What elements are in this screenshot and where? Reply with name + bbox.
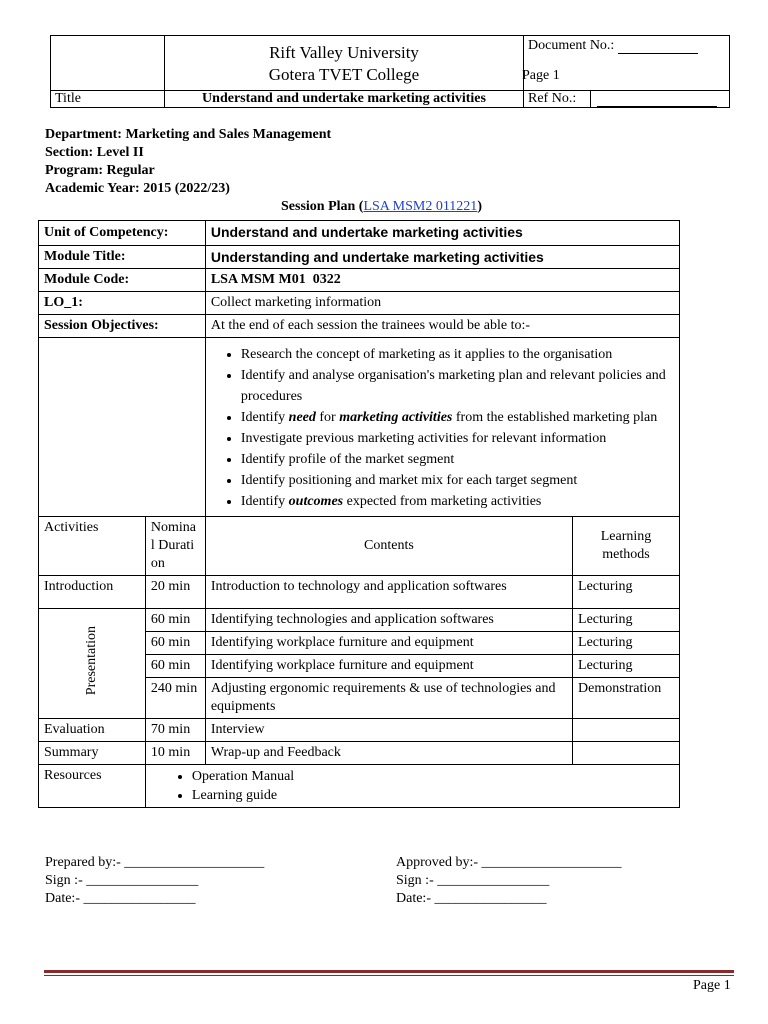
resource-item: • Learning guide xyxy=(192,786,674,805)
document-no-label: Document No.: xyxy=(528,38,615,53)
college-name: Gotera TVET College xyxy=(268,65,420,84)
summary-activity: Summary xyxy=(39,742,146,765)
p1-method: Lecturing xyxy=(573,609,680,632)
eval-activity: Evaluation xyxy=(39,719,146,742)
logo-cell xyxy=(51,36,165,91)
resources-label: Resources xyxy=(39,765,146,808)
lo-value: Collect marketing information xyxy=(205,292,679,315)
intro-activity: Introduction xyxy=(39,576,146,609)
title-label: Title xyxy=(51,91,165,108)
footer-rule-thin xyxy=(44,975,734,976)
summary-content: Wrap-up and Feedback xyxy=(205,742,572,765)
p1-duration: 60 min xyxy=(145,609,205,632)
footer-rule-thick xyxy=(44,970,734,973)
session-plan-link[interactable]: LSA MSM2 011221 xyxy=(363,199,478,214)
module-title-label: Module Title: xyxy=(39,246,206,269)
summary-duration: 10 min xyxy=(145,742,205,765)
objectives-blank-cell xyxy=(39,338,206,517)
module-code-value: LSA MSM M01 0322 xyxy=(205,269,679,292)
summary-method xyxy=(573,742,680,765)
presentation-cell xyxy=(39,609,146,719)
eval-duration: 70 min xyxy=(145,719,205,742)
date-left: Date:- ________________ xyxy=(45,891,196,906)
session-plan-heading: Session Plan (LSA MSM2 011221) xyxy=(281,199,482,214)
resources-cell xyxy=(145,765,679,808)
intro-duration: 20 min xyxy=(145,576,205,609)
p2-method: Lecturing xyxy=(573,632,680,655)
prepared-by: Prepared by:- ____________________ xyxy=(45,855,265,870)
intro-content: Introduction to technology and application softwares xyxy=(205,576,572,609)
col-activities: Activities xyxy=(39,517,146,576)
objectives-intro: At the end of each session the trainees would be able to:- xyxy=(205,315,679,338)
resources-list xyxy=(146,767,674,805)
p4-duration: 240 min xyxy=(145,678,205,719)
date-right: Date:- ________________ xyxy=(396,891,547,906)
p3-duration: 60 min xyxy=(145,655,205,678)
objective-item: • Identify profile of the market segment xyxy=(241,449,674,470)
module-code-label: Module Code: xyxy=(39,269,206,292)
objective-item: • Identify outcomes expected from marketing activities xyxy=(241,491,674,512)
page-label: Page 1 xyxy=(522,68,560,83)
footer-page: Page 1 xyxy=(693,978,731,993)
p2-duration: 60 min xyxy=(145,632,205,655)
lo-label: LO_1: xyxy=(39,292,206,315)
resource-item: • Operation Manual xyxy=(192,767,674,786)
objective-item: • Identify and analyse organisation's marketing plan and relevant policies and procedures xyxy=(241,365,674,407)
document-no-cell xyxy=(524,36,730,91)
objective-item: • Investigate previous marketing activities for relevant information xyxy=(241,428,674,449)
p2-content: Identifying workplace furniture and equipment xyxy=(205,632,572,655)
objective-item: • Identify need for marketing activities from the established marketing plan xyxy=(241,407,674,428)
col-duration: Nominal Duration xyxy=(145,517,205,576)
module-title-value: Understanding and undertake marketing activities xyxy=(205,246,679,269)
p4-content: Adjusting ergonomic requirements & use of technologies and equipments xyxy=(205,678,572,719)
eval-content: Interview xyxy=(205,719,572,742)
section: Section: Level II xyxy=(45,145,144,160)
col-methods: Learning methods xyxy=(573,517,680,576)
eval-method xyxy=(573,719,680,742)
col-contents: Contents xyxy=(205,517,572,576)
institution-cell xyxy=(165,36,524,91)
department: Department: Marketing and Sales Management xyxy=(45,127,332,142)
presentation-label: Presentation xyxy=(83,625,99,696)
document-header xyxy=(50,35,730,108)
objective-item: • Research the concept of marketing as it applies to the organisation xyxy=(241,344,674,365)
program: Program: Regular xyxy=(45,163,155,178)
p4-method: Demonstration xyxy=(573,678,680,719)
sign-left: Sign :- ________________ xyxy=(45,873,199,888)
ref-no-label: Ref No.: xyxy=(524,91,591,108)
unit-label: Unit of Competency: xyxy=(39,221,206,246)
university-name: Rift Valley University xyxy=(269,43,419,62)
session-plan-table xyxy=(38,220,680,808)
unit-value: Understand and undertake marketing activities xyxy=(205,221,679,246)
academic-year: Academic Year: 2015 (2022/23) xyxy=(45,181,230,196)
intro-method: Lecturing xyxy=(573,576,680,609)
title-value: Understand and undertake marketing activities xyxy=(165,91,524,108)
sign-right: Sign :- ________________ xyxy=(396,873,550,888)
objectives-list-cell xyxy=(205,338,679,517)
objectives-label: Session Objectives: xyxy=(39,315,206,338)
p3-content: Identifying workplace furniture and equipment xyxy=(205,655,572,678)
approved-by: Approved by:- ____________________ xyxy=(396,855,622,870)
objectives-list xyxy=(211,344,674,512)
ref-no-value xyxy=(591,91,730,108)
p3-method: Lecturing xyxy=(573,655,680,678)
p1-content: Identifying technologies and application softwares xyxy=(205,609,572,632)
objective-item: • Identify positioning and market mix for each target segment xyxy=(241,470,674,491)
document-no-blank xyxy=(618,53,698,54)
